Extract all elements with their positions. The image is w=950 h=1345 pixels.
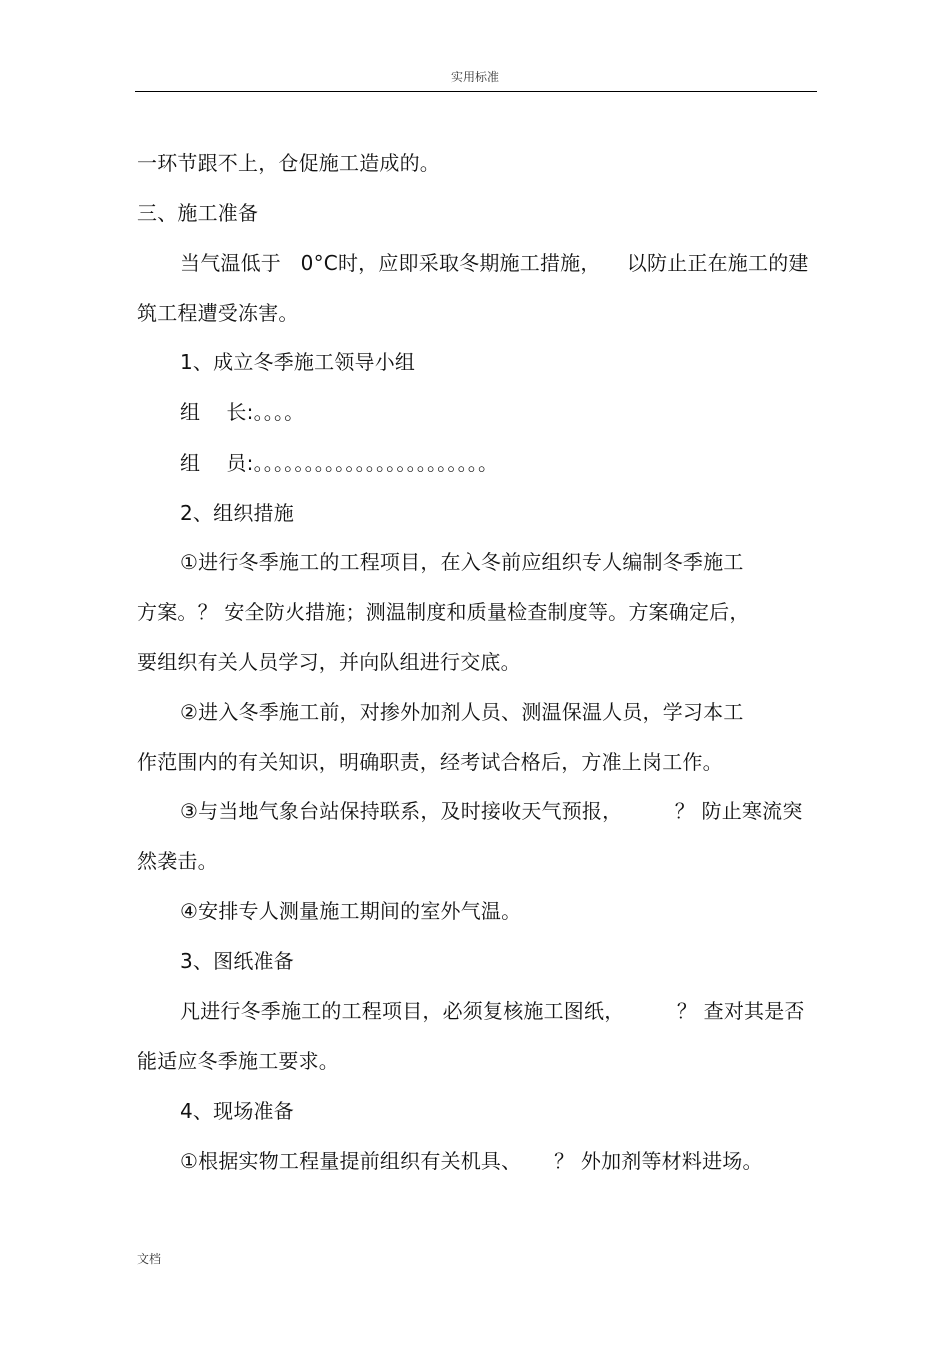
text-line: ③与当地气象台站保持联系，及时接收天气预报， ？ 防止寒流突 xyxy=(180,799,803,823)
text-line: 组 员:。。。。。。。。。。。。。。。。。。。。。。。 xyxy=(180,451,499,475)
text-line: 筑工程遭受冻害。 xyxy=(137,301,299,325)
page-footer: 文档 xyxy=(137,1252,162,1266)
header-divider xyxy=(135,91,817,92)
text-line: ①根据实物工程量提前组织有关机具、 ？ 外加剂等材料进场。 xyxy=(180,1149,763,1173)
section-heading: 三、施工准备 xyxy=(137,201,259,225)
page-header: 实用标准 xyxy=(450,70,499,84)
subsection-heading: 4、现场准备 xyxy=(180,1099,294,1123)
text-line: 凡进行冬季施工的工程项目，必须复核施工图纸， ？ 查对其是否 xyxy=(180,999,805,1023)
text-line: 然袭击。 xyxy=(137,849,218,873)
subsection-heading: 1、成立冬季施工领导小组 xyxy=(180,350,416,374)
text-line: 能适应冬季施工要求。 xyxy=(137,1049,339,1073)
text-line: 要组织有关人员学习，并向队组进行交底。 xyxy=(137,650,521,674)
text-line: 一环节跟不上，仓促施工造成的。 xyxy=(137,151,440,175)
subsection-heading: 2、组织措施 xyxy=(180,501,294,525)
subsection-heading: 3、图纸准备 xyxy=(180,949,294,973)
text-line: 当气温低于 0°C时，应即采取冬期施工措施， 以防止正在施工的建 xyxy=(180,251,809,275)
text-line: 组 长:。。。。 xyxy=(180,400,305,424)
text-line: ②进入冬季施工前，对掺外加剂人员、测温保温人员，学习本工 xyxy=(180,700,744,724)
text-line: ④安排专人测量施工期间的室外气温。 xyxy=(180,899,522,923)
text-line: 方案。？ 安全防火措施；测温制度和质量检查制度等。方案确定后， xyxy=(137,600,750,624)
text-line: ①进行冬季施工的工程项目，在入冬前应组织专人编制冬季施工 xyxy=(180,550,744,574)
text-line: 作范围内的有关知识，明确职责，经考试合格后，方准上岗工作。 xyxy=(137,750,723,774)
